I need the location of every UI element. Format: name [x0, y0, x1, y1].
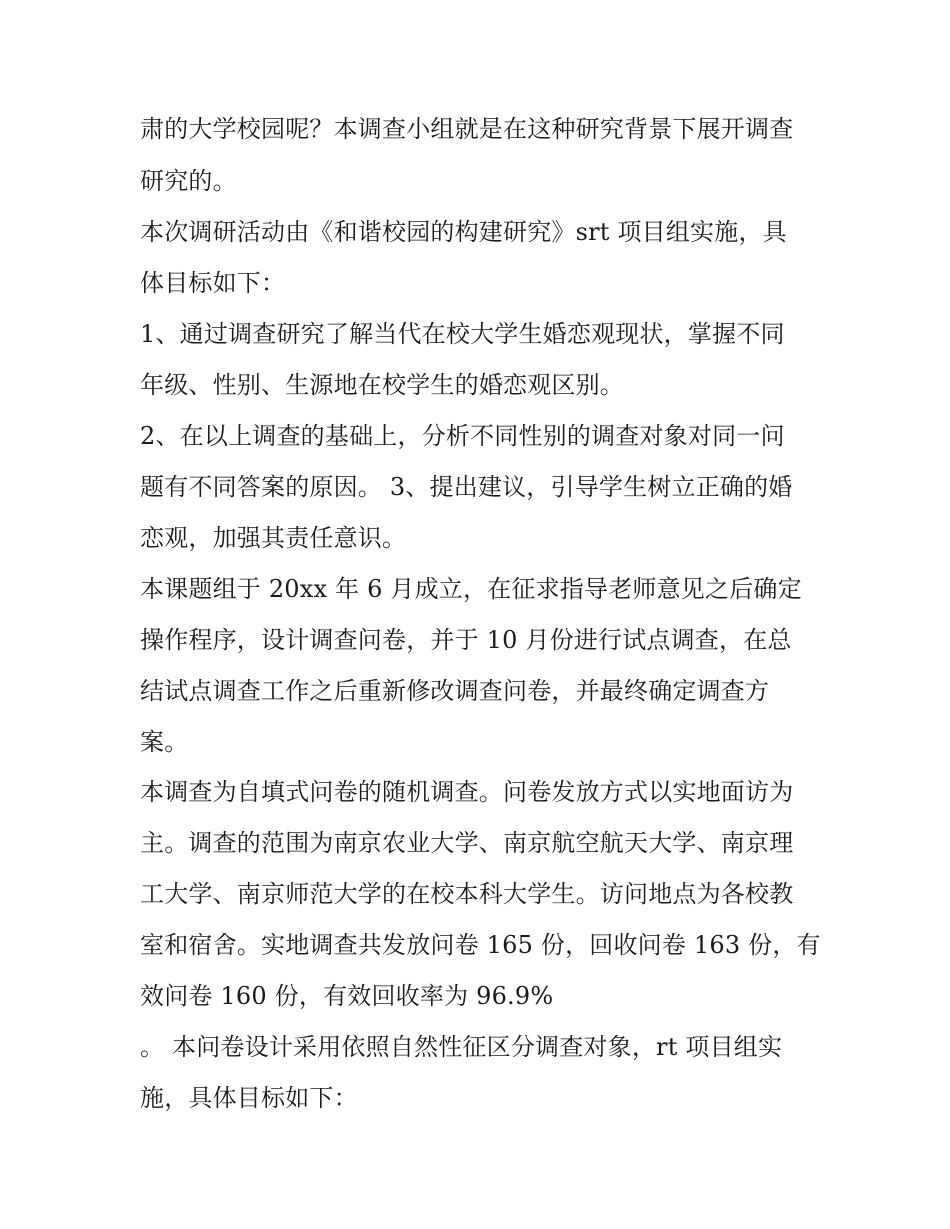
- text-line: 2、在以上调查的基础上，分析不同性别的调查对象对同一问: [140, 422, 785, 450]
- text-line: 操作程序，设计调查问卷，并于 10 月份进行试点调查，在总: [140, 626, 792, 654]
- text-line: 本调查为自填式问卷的随机调查。问卷发放方式以实地面访为: [140, 778, 794, 806]
- text-line: 题有不同答案的原因。 3、提出建议，引导学生树立正确的婚: [140, 473, 793, 501]
- text-line: 效问卷 160 份，有效回收率为 96.9%: [140, 982, 554, 1010]
- text-line: 室和宿舍。实地调查共发放问卷 165 份，回收问卷 163 份，有: [140, 931, 821, 959]
- text-line: 恋观，加强其责任意识。: [140, 524, 407, 552]
- text-line: 年级、性别、生源地在校学生的婚恋观区别。: [140, 371, 624, 399]
- text-line: 工大学、南京师范大学的在校本科大学生。访问地点为各校教: [140, 880, 794, 908]
- text-line: 体目标如下：: [140, 269, 286, 297]
- text-line: 施，具体目标如下：: [140, 1084, 358, 1112]
- text-line: 1、通过调查研究了解当代在校大学生婚恋观现状，掌握不同: [140, 320, 785, 348]
- text-line: 结试点调查工作之后重新修改调查问卷，并最终确定调查方: [140, 677, 770, 705]
- text-line: 本课题组于 20xx 年 6 月成立，在征求指导老师意见之后确定: [140, 575, 802, 603]
- text-line: 研究的。: [140, 167, 237, 195]
- text-line: 案。: [140, 728, 189, 756]
- text-line: 本次调研活动由《和谐校园的构建研究》srt 项目组实施，具: [140, 218, 787, 246]
- text-line: 。 本问卷设计采用依照自然性征区分调查对象，rt 项目组实: [140, 1033, 783, 1061]
- text-line: 主。调查的范围为南京农业大学、南京航空航天大学、南京理: [140, 829, 794, 857]
- text-line: 肃的大学校园呢？本调查小组就是在这种研究背景下展开调查: [140, 115, 794, 143]
